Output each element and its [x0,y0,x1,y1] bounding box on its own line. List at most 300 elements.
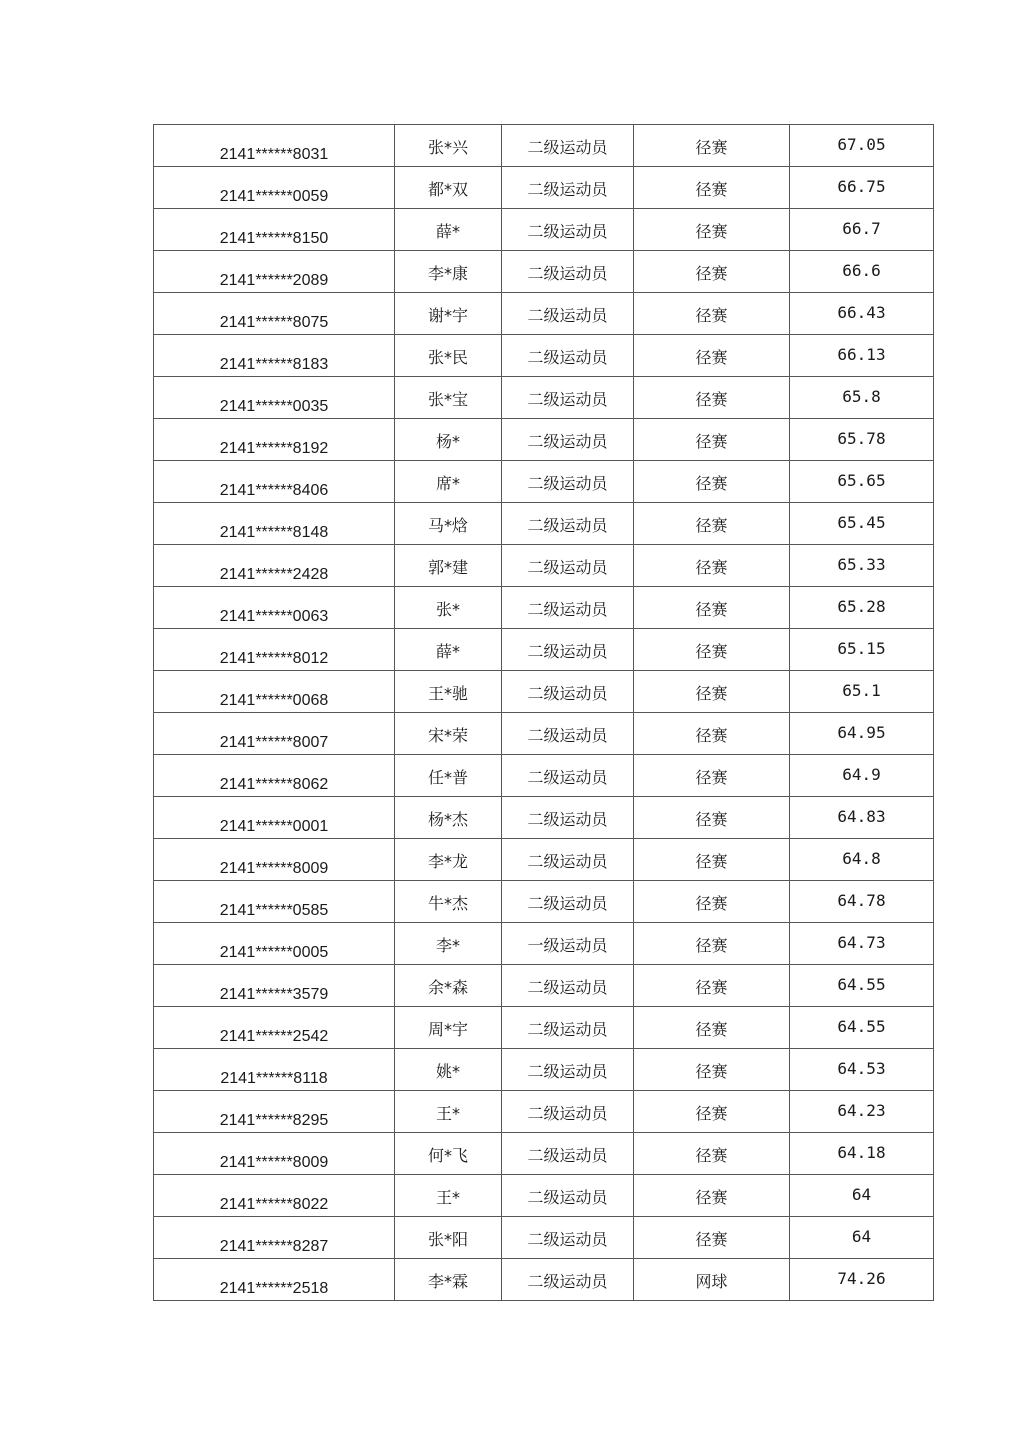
athlete-level-text: 二级运动员 [527,180,608,199]
candidate-id-text: 2141******0005 [219,944,329,961]
score-text: 66.43 [837,303,886,322]
event-cell [634,125,790,167]
event-cell [634,335,790,377]
event-cell [634,1049,790,1091]
event-cell [634,419,790,461]
event-cell [634,839,790,881]
athlete-name-text: 李* [435,936,460,955]
athlete-name-cell [395,377,502,419]
score-cell [790,335,934,377]
score-cell [790,545,934,587]
athlete-name-cell [395,293,502,335]
event-text: 径赛 [695,1230,728,1249]
athlete-name-text: 牛*杰 [427,894,468,913]
athlete-level-text: 二级运动员 [527,264,608,283]
table-row [154,1007,934,1049]
athlete-name-cell [395,125,502,167]
candidate-id-text: 2141******2518 [219,1280,329,1297]
athlete-name-text: 任*普 [427,768,468,787]
table-row [154,167,934,209]
athlete-level-cell [502,167,634,209]
event-text: 径赛 [695,894,728,913]
score-cell [790,755,934,797]
score-cell [790,713,934,755]
athlete-level-cell [502,1133,634,1175]
candidate-id-text: 2141******0035 [219,398,329,415]
candidate-id-text: 2141******8183 [219,356,329,373]
athlete-score-table [153,124,934,1301]
event-text: 径赛 [695,810,728,829]
event-cell [634,503,790,545]
candidate-id-cell [154,713,395,755]
event-cell [634,587,790,629]
athlete-name-cell [395,671,502,713]
candidate-id-cell [154,419,395,461]
table-row [154,755,934,797]
event-cell [634,755,790,797]
score-text: 65.8 [842,387,881,406]
candidate-id-text: 2141******8148 [219,524,329,541]
athlete-name-text: 王*驰 [427,684,468,703]
event-cell [634,1217,790,1259]
athlete-name-text: 马*焓 [427,516,468,535]
athlete-level-cell [502,923,634,965]
athlete-level-text: 二级运动员 [527,726,608,745]
event-text: 径赛 [695,138,728,157]
table-row [154,251,934,293]
score-text: 66.7 [842,219,881,238]
athlete-name-text: 张*民 [427,348,468,367]
athlete-level-cell [502,965,634,1007]
athlete-level-cell [502,671,634,713]
athlete-level-text: 二级运动员 [527,222,608,241]
event-text: 径赛 [695,348,728,367]
candidate-id-cell [154,797,395,839]
score-text: 64.53 [837,1059,886,1078]
score-text: 64.73 [837,933,886,952]
athlete-level-text: 二级运动员 [527,1272,608,1291]
score-cell [790,209,934,251]
candidate-id-text: 2141******0585 [219,902,329,919]
event-text: 径赛 [695,684,728,703]
candidate-id-text: 2141******2089 [219,272,329,289]
score-cell [790,251,934,293]
athlete-level-text: 二级运动员 [527,1104,608,1123]
candidate-id-text: 2141******8295 [219,1112,329,1129]
table-row [154,461,934,503]
athlete-name-text: 张*阳 [427,1230,468,1249]
candidate-id-cell [154,965,395,1007]
event-cell [634,671,790,713]
athlete-name-text: 张*兴 [427,138,468,157]
event-text: 径赛 [695,558,728,577]
event-text: 径赛 [695,726,728,745]
athlete-level-text: 二级运动员 [527,768,608,787]
athlete-level-cell [502,125,634,167]
event-cell [634,167,790,209]
athlete-name-cell [395,167,502,209]
event-cell [634,251,790,293]
candidate-id-text: 2141******0063 [219,608,329,625]
event-text: 径赛 [695,1062,728,1081]
candidate-id-cell [154,545,395,587]
candidate-id-cell [154,671,395,713]
table-row [154,965,934,1007]
athlete-name-cell [395,965,502,1007]
score-text: 64.8 [842,849,881,868]
score-text: 65.15 [837,639,886,658]
table-body [154,125,934,1301]
athlete-level-text: 二级运动员 [527,474,608,493]
athlete-name-cell [395,839,502,881]
athlete-level-text: 二级运动员 [527,432,608,451]
athlete-level-text: 二级运动员 [527,684,608,703]
score-text: 66.13 [837,345,886,364]
event-cell [634,629,790,671]
athlete-level-cell [502,1007,634,1049]
athlete-level-text: 一级运动员 [527,936,608,955]
athlete-name-text: 杨* [435,432,460,451]
athlete-level-cell [502,797,634,839]
event-cell [634,377,790,419]
athlete-name-text: 杨*杰 [427,810,468,829]
candidate-id-cell [154,293,395,335]
score-text: 64.18 [837,1143,886,1162]
score-text: 64.23 [837,1101,886,1120]
score-cell [790,965,934,1007]
event-text: 径赛 [695,852,728,871]
athlete-name-cell [395,1049,502,1091]
score-text: 65.28 [837,597,886,616]
candidate-id-cell [154,881,395,923]
athlete-name-cell [395,419,502,461]
table-row [154,671,934,713]
candidate-id-cell [154,209,395,251]
score-cell [790,503,934,545]
score-cell [790,839,934,881]
score-text: 65.1 [842,681,881,700]
candidate-id-text: 2141******8012 [219,650,329,667]
candidate-id-text: 2141******8118 [220,1070,328,1087]
score-cell [790,419,934,461]
score-cell [790,1175,934,1217]
athlete-level-cell [502,839,634,881]
score-text: 64.55 [837,975,886,994]
candidate-id-text: 2141******8406 [219,482,329,499]
athlete-level-text: 二级运动员 [527,1188,608,1207]
table-row [154,335,934,377]
score-text: 65.78 [837,429,886,448]
candidate-id-text: 2141******0059 [219,188,329,205]
athlete-level-text: 二级运动员 [527,1020,608,1039]
candidate-id-cell [154,1091,395,1133]
athlete-name-cell [395,335,502,377]
event-cell [634,965,790,1007]
athlete-name-cell [395,503,502,545]
athlete-name-text: 周*宇 [427,1020,468,1039]
athlete-name-cell [395,797,502,839]
table-row [154,881,934,923]
athlete-level-cell [502,545,634,587]
athlete-name-cell [395,251,502,293]
athlete-name-text: 谢*宇 [427,306,468,325]
score-cell [790,671,934,713]
athlete-name-text: 宋*荣 [427,726,468,745]
score-text: 65.33 [837,555,886,574]
event-text: 网球 [695,1272,728,1291]
athlete-name-text: 李*霖 [427,1272,468,1291]
athlete-level-cell [502,1259,634,1301]
candidate-id-cell [154,167,395,209]
score-cell [790,1133,934,1175]
table-row [154,419,934,461]
score-cell [790,167,934,209]
athlete-level-text: 二级运动员 [527,852,608,871]
athlete-name-text: 何*飞 [427,1146,468,1165]
event-cell [634,461,790,503]
athlete-level-cell [502,713,634,755]
athlete-name-text: 张* [435,600,460,619]
score-text: 65.65 [837,471,886,490]
event-text: 径赛 [695,222,728,241]
athlete-name-cell [395,1007,502,1049]
athlete-level-cell [502,461,634,503]
athlete-name-cell [395,1217,502,1259]
athlete-level-cell [502,293,634,335]
athlete-name-cell [395,881,502,923]
candidate-id-text: 2141******0001 [219,818,329,835]
score-text: 74.26 [837,1269,886,1288]
athlete-level-cell [502,335,634,377]
athlete-name-text: 席* [435,474,460,493]
table-row [154,587,934,629]
event-text: 径赛 [695,1020,728,1039]
athlete-level-text: 二级运动员 [527,894,608,913]
athlete-level-text: 二级运动员 [527,516,608,535]
athlete-level-cell [502,755,634,797]
table-row [154,125,934,167]
candidate-id-cell [154,251,395,293]
athlete-name-text: 王* [435,1188,460,1207]
candidate-id-cell [154,377,395,419]
athlete-name-text: 都*双 [427,180,468,199]
event-cell [634,797,790,839]
event-cell [634,293,790,335]
score-text: 64 [851,1185,872,1204]
table-row [154,797,934,839]
athlete-name-cell [395,209,502,251]
event-text: 径赛 [695,768,728,787]
candidate-id-text: 2141******8031 [219,146,329,163]
athlete-name-text: 薛* [435,222,460,241]
athlete-level-cell [502,1049,634,1091]
score-text: 64.78 [837,891,886,910]
table-row [154,1217,934,1259]
athlete-name-cell [395,545,502,587]
table-row [154,839,934,881]
event-text: 径赛 [695,1104,728,1123]
athlete-level-cell [502,1175,634,1217]
athlete-name-cell [395,1175,502,1217]
score-cell [790,797,934,839]
score-text: 66.75 [837,177,886,196]
event-cell [634,923,790,965]
event-text: 径赛 [695,1188,728,1207]
event-text: 径赛 [695,1146,728,1165]
score-text: 64 [851,1227,872,1246]
score-cell [790,881,934,923]
athlete-level-text: 二级运动员 [527,978,608,997]
event-cell [634,545,790,587]
table-row [154,923,934,965]
athlete-level-text: 二级运动员 [527,306,608,325]
candidate-id-text: 2141******3579 [219,986,329,1003]
event-text: 径赛 [695,180,728,199]
athlete-level-cell [502,419,634,461]
candidate-id-cell [154,461,395,503]
candidate-id-text: 2141******8075 [219,314,329,331]
table-row [154,1091,934,1133]
athlete-name-text: 余*森 [427,978,468,997]
table-row [154,293,934,335]
candidate-id-text: 2141******8022 [219,1196,329,1213]
athlete-level-cell [502,377,634,419]
event-text: 径赛 [695,474,728,493]
athlete-name-cell [395,587,502,629]
event-cell [634,1259,790,1301]
candidate-id-cell [154,1007,395,1049]
candidate-id-text: 2141******8009 [219,860,329,877]
score-text: 64.55 [837,1017,886,1036]
candidate-id-cell [154,629,395,671]
athlete-level-cell [502,251,634,293]
candidate-id-cell [154,923,395,965]
candidate-id-text: 2141******8287 [219,1238,329,1255]
candidate-id-cell [154,1259,395,1301]
event-cell [634,881,790,923]
candidate-id-cell [154,125,395,167]
athlete-name-cell [395,755,502,797]
event-cell [634,1133,790,1175]
event-text: 径赛 [695,390,728,409]
athlete-level-text: 二级运动员 [527,348,608,367]
candidate-id-text: 2141******2428 [219,566,329,583]
score-cell [790,1259,934,1301]
athlete-name-text: 姚* [435,1062,460,1081]
athlete-level-cell [502,1091,634,1133]
candidate-id-cell [154,1175,395,1217]
candidate-id-text: 2141******2542 [219,1028,329,1045]
score-cell [790,125,934,167]
candidate-id-cell [154,839,395,881]
athlete-name-cell [395,1133,502,1175]
athlete-name-cell [395,713,502,755]
athlete-level-text: 二级运动员 [527,642,608,661]
table-row [154,209,934,251]
table-row [154,545,934,587]
candidate-id-text: 2141******0068 [219,692,329,709]
score-text: 66.6 [842,261,881,280]
athlete-level-text: 二级运动员 [527,810,608,829]
table-row [154,377,934,419]
candidate-id-cell [154,1133,395,1175]
event-text: 径赛 [695,936,728,955]
table-row [154,1049,934,1091]
athlete-level-text: 二级运动员 [527,558,608,577]
candidate-id-text: 2141******8150 [219,230,329,247]
athlete-name-text: 张*宝 [427,390,468,409]
athlete-name-text: 薛* [435,642,460,661]
candidate-id-cell [154,335,395,377]
athlete-level-text: 二级运动员 [527,138,608,157]
athlete-level-text: 二级运动员 [527,1062,608,1081]
event-cell [634,209,790,251]
athlete-level-cell [502,1217,634,1259]
event-cell [634,713,790,755]
event-text: 径赛 [695,978,728,997]
table-row [154,1259,934,1301]
score-cell [790,1007,934,1049]
event-cell [634,1091,790,1133]
athlete-name-cell [395,923,502,965]
athlete-level-cell [502,503,634,545]
event-cell [634,1007,790,1049]
athlete-name-text: 李*康 [427,264,468,283]
table-row [154,1133,934,1175]
table-row [154,1175,934,1217]
score-cell [790,1091,934,1133]
athlete-name-text: 李*龙 [427,852,468,871]
score-cell [790,461,934,503]
candidate-id-text: 2141******8007 [219,734,329,751]
athlete-name-cell [395,461,502,503]
athlete-level-cell [502,629,634,671]
athlete-level-text: 二级运动员 [527,1230,608,1249]
athlete-level-cell [502,881,634,923]
candidate-id-cell [154,755,395,797]
score-text: 64.95 [837,723,886,742]
score-cell [790,377,934,419]
event-text: 径赛 [695,600,728,619]
score-cell [790,629,934,671]
athlete-name-cell [395,629,502,671]
table-row [154,713,934,755]
score-text: 64.9 [842,765,881,784]
event-text: 径赛 [695,642,728,661]
score-cell [790,923,934,965]
score-text: 67.05 [837,135,886,154]
candidate-id-cell [154,587,395,629]
event-text: 径赛 [695,516,728,535]
score-cell [790,1049,934,1091]
athlete-name-text: 王* [435,1104,460,1123]
athlete-level-text: 二级运动员 [527,600,608,619]
score-text: 64.83 [837,807,886,826]
athlete-level-cell [502,587,634,629]
candidate-id-cell [154,1049,395,1091]
athlete-level-text: 二级运动员 [527,1146,608,1165]
candidate-id-text: 2141******8009 [219,1154,329,1171]
table-row [154,629,934,671]
candidate-id-text: 2141******8192 [219,440,329,457]
athlete-level-cell [502,209,634,251]
athlete-level-text: 二级运动员 [527,390,608,409]
candidate-id-cell [154,1217,395,1259]
table-row [154,503,934,545]
event-text: 径赛 [695,432,728,451]
candidate-id-cell [154,503,395,545]
candidate-id-text: 2141******8062 [219,776,329,793]
